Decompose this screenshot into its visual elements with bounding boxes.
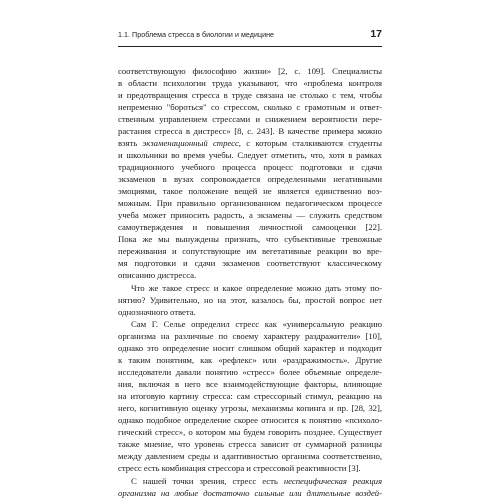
text-line: организма на различные по своему характеру раздражители» [10], — [118, 331, 382, 341]
text-line: растания стресса в дистресс» [8, с. 243]. В качестве примера можно — [118, 126, 382, 136]
text-line: эмоциями, такое положение вещей не является единственно воз- — [118, 186, 382, 196]
text-line: нятию? Удивительно, но на этот, казалось бы, простой вопрос нет — [118, 294, 382, 305]
text-line: экзаменов в вузах сопровождается определенными негативными — [118, 174, 382, 184]
text-line — [118, 487, 382, 499]
text-line: также мнение, что уровень стресса зависит от суммарной разницы — [118, 439, 382, 449]
text-line: гический стресс», о котором мы будем говорить позднее. Существует — [118, 427, 382, 437]
text-line: Пока же мы вынуждены признать, что субъективные тревожные — [118, 234, 382, 244]
emphasized-term: экзаменационный стресс — [142, 138, 239, 148]
text-line: Сам Г. Селье определил стресс как «универсальную реакцию — [131, 319, 382, 329]
text-line: и предотвращения стресса в труде связана не столько с тем, чтобы — [118, 90, 382, 100]
text-line: можным. При правильно организованном педагогическом процессе — [118, 198, 382, 208]
text-line: С нашей точки зрения, стресс есть неспецифическая реакция — [131, 475, 382, 486]
text-line: ственным управлением стрессами и снижением вероятности пере- — [118, 114, 382, 124]
text-line: однако это определение носит слишком общий характер и подходит — [118, 343, 382, 353]
running-header — [118, 30, 382, 47]
text-line: исследователи давали понятию «стресс» более объемные определе- — [118, 367, 382, 377]
text-line: к таким понятиям, как «рефлекс» или «раздражимость». Другие — [118, 355, 382, 365]
text-line: непременно "бороться" со стрессом, сколько с грамотным и ответ- — [118, 102, 382, 112]
text-line: соответствующую философию жизни» [2, с. 109]. Специалисты — [118, 66, 382, 76]
text-line: на итоговую картину стресса: сам стрессорный стимул, реакцию на — [118, 391, 382, 401]
text-line: однозначного ответа. — [118, 306, 196, 317]
text-line: традиционного учебного процесса процесс подготовки и сдачи — [118, 162, 382, 172]
text-line: между давлением среды и адаптивностью организма соответственно, — [118, 451, 382, 461]
text-line: описанию дистресса. — [118, 270, 197, 280]
text-line: однако подобное определение скорее относится к понятию «психоло- — [118, 415, 382, 425]
text-line: и школьники во время учебы. Следует отметить, что, хотя в рамках — [118, 150, 382, 160]
text-line: учеба может приносить радость, а экзамены — служить средством — [118, 210, 382, 220]
emphasized-term: организма на любые достаточно сильные или длительные воздей- — [118, 487, 382, 498]
text-line: него, когнитивную оценку угрозы, механизмы копинга и пр. [28, 32], — [118, 403, 382, 413]
text-line: в области психологии труда указывают, что «проблема контроля — [118, 78, 382, 88]
text-line: переживания и сопутствующие им вегетативные реакции во вре- — [118, 246, 382, 256]
emphasized-term: неспецифическая реакция — [283, 475, 382, 486]
text-line: взять экзаменационный стресс, с которым сталкиваются студенты — [118, 138, 382, 148]
text-line: самоутверждения и повышения личностной самооценки [22]. — [118, 222, 382, 232]
text-line: мя подготовки и сдачи экзаменов соответствуют классическому — [118, 258, 382, 268]
text-line: ния, включая в него все взаимодействующие факторы, влияющие — [118, 379, 382, 389]
page-number: 17 — [370, 28, 382, 40]
chapter-heading: 1.1. Проблема стресса в биологии и медицине — [118, 31, 275, 39]
text-line: стресс есть комбинация стрессора и стрессовой реактивности [3]. — [118, 463, 361, 473]
text-line: Что же такое стресс и какое определение можно дать этому по- — [131, 282, 382, 293]
body-text — [118, 65, 382, 499]
